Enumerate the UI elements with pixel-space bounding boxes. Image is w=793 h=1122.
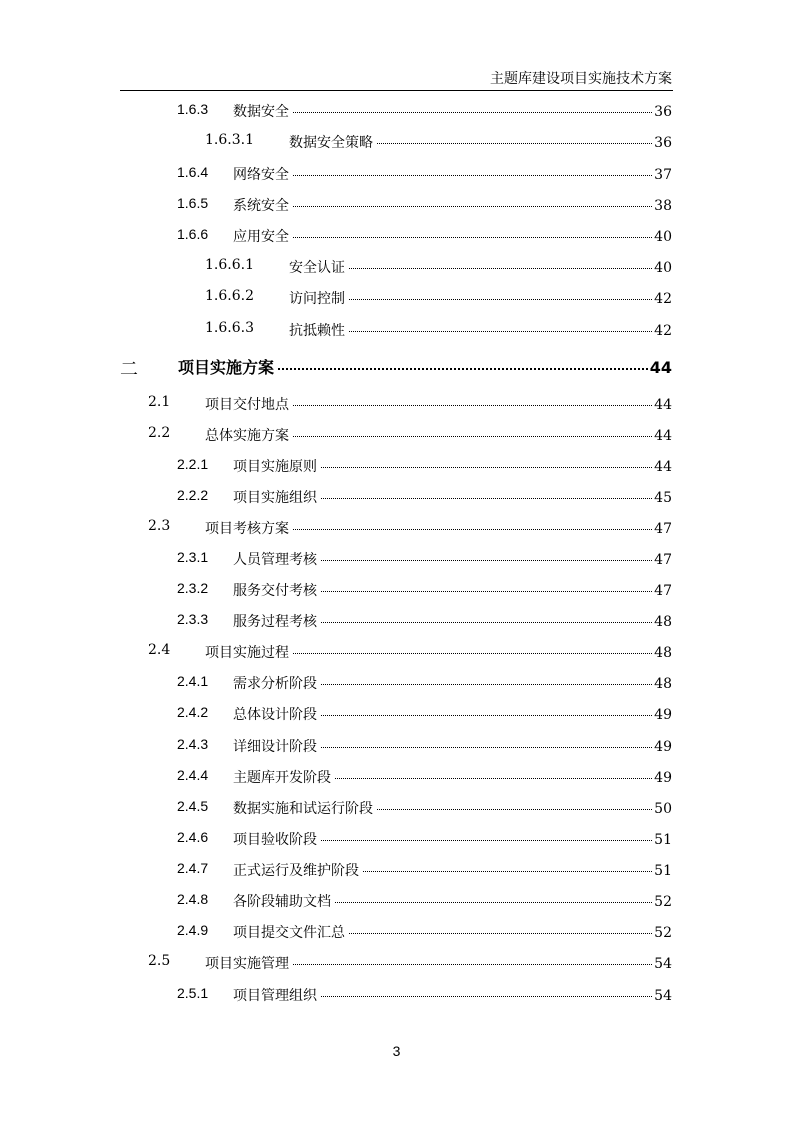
toc-entry[interactable] [0, 518, 793, 538]
dot-leader [349, 933, 652, 934]
toc-entry-title: 系统安全 [233, 198, 289, 214]
toc-entry-title: 总体实施方案 [205, 428, 289, 444]
toc-entry-page: 45 [654, 490, 672, 506]
toc-entry-page: 37 [654, 167, 672, 183]
dot-leader [363, 871, 652, 872]
toc-entry-title: 项目实施方案 [178, 358, 275, 377]
toc-entry-title: 项目实施过程 [205, 645, 289, 661]
toc-entry-page: 48 [654, 614, 672, 630]
toc-entry-number: 2.4.1 [177, 673, 209, 689]
toc-entry-number: 2.3.2 [177, 580, 209, 596]
dot-leader [293, 175, 652, 176]
toc-entry-title: 人员管理考核 [233, 552, 317, 568]
dot-leader [321, 467, 652, 468]
dot-leader [321, 747, 652, 748]
toc-entry-title: 需求分析阶段 [233, 676, 317, 692]
dot-leader [349, 331, 652, 332]
toc-entry-title: 访问控制 [289, 291, 345, 307]
dot-leader [377, 143, 652, 144]
toc-entry-number: 2.4.5 [177, 798, 209, 814]
toc-entry-title: 抗抵赖性 [289, 323, 345, 339]
toc-entry[interactable] [0, 580, 793, 600]
toc-entry-number: 1.6.6.1 [205, 257, 254, 273]
toc-entry-number: 2.4 [148, 642, 171, 658]
toc-entry[interactable] [0, 226, 793, 246]
dot-leader [321, 840, 652, 841]
toc-entry[interactable] [0, 288, 793, 308]
toc-entry-page: 49 [654, 739, 672, 755]
toc-entry-page: 54 [654, 988, 672, 1004]
toc-entry[interactable] [0, 164, 793, 184]
dot-leader [377, 809, 652, 810]
toc-entry[interactable] [0, 736, 793, 756]
toc-entry-title: 安全认证 [289, 260, 345, 276]
toc-entry-page: 49 [654, 770, 672, 786]
toc-entry-number: 1.6.6 [177, 226, 209, 242]
dot-leader [321, 498, 652, 499]
toc-entry-number: 2.4.8 [177, 891, 209, 907]
toc-entry-number: 2.3 [148, 518, 171, 534]
toc-entry-title: 服务交付考核 [233, 583, 317, 599]
toc-entry-title: 项目管理组织 [233, 988, 317, 1004]
dot-leader [335, 778, 652, 779]
dot-leader [349, 268, 652, 269]
toc-entry-page: 48 [654, 645, 672, 661]
dot-leader [293, 206, 652, 207]
toc-entry-title: 详细设计阶段 [233, 739, 317, 755]
toc-entry-number: 1.6.4 [177, 164, 209, 180]
toc-entry[interactable] [0, 456, 793, 476]
toc-entry[interactable] [0, 132, 793, 152]
dot-leader [321, 684, 652, 685]
toc-entry-page: 44 [654, 459, 672, 475]
toc-entry[interactable] [0, 891, 793, 911]
toc-entry-title: 网络安全 [233, 167, 289, 183]
toc-entry-number: 1.6.5 [177, 195, 209, 211]
dot-leader [321, 996, 652, 997]
toc-entry-number: 2.5 [148, 953, 171, 969]
toc-entry-title: 数据安全策略 [289, 135, 373, 151]
page-number: 3 [392, 1043, 401, 1059]
dot-leader [293, 964, 652, 965]
toc-entry-number: 2.4.6 [177, 829, 209, 845]
toc-entry-title: 项目交付地点 [205, 397, 289, 413]
toc-entry-page: 47 [654, 552, 672, 568]
toc-entry-page: 44 [649, 358, 672, 377]
toc-entry[interactable] [0, 487, 793, 507]
toc-entry-page: 49 [654, 707, 672, 723]
toc-entry[interactable] [0, 101, 793, 121]
toc-entry-page: 40 [654, 229, 672, 245]
toc-entry[interactable] [0, 320, 793, 340]
toc-entry-title: 总体设计阶段 [233, 707, 317, 723]
toc-entry-number: 2.3.3 [177, 611, 209, 627]
toc-entry-number: 2.4.4 [177, 767, 209, 783]
toc-entry-title: 项目实施管理 [205, 956, 289, 972]
toc-entry[interactable] [0, 642, 793, 662]
dot-leader [278, 368, 648, 370]
dot-leader [321, 715, 652, 716]
toc-entry-number: 2.4.7 [177, 860, 209, 876]
toc-entry[interactable] [0, 355, 793, 380]
toc-entry[interactable] [0, 673, 793, 693]
toc-entry-number: 2.2.2 [177, 487, 209, 503]
dot-leader [321, 591, 652, 592]
toc-entry-title: 项目考核方案 [205, 521, 289, 537]
toc-entry-number: 1.6.3.1 [205, 132, 254, 148]
dot-leader [293, 405, 652, 406]
toc-entry[interactable] [0, 394, 793, 414]
toc-entry-number: 2.4.9 [177, 922, 209, 938]
toc-entry-number: 2.5.1 [177, 985, 209, 1001]
toc-entry-number: 2.2.1 [177, 456, 209, 472]
toc-entry-title: 主题库开发阶段 [233, 770, 331, 786]
toc-entry-page: 44 [654, 397, 672, 413]
toc-entry[interactable] [0, 953, 793, 973]
toc-entry-number: 2.2 [148, 425, 171, 441]
toc-entry-page: 51 [654, 832, 672, 848]
toc-entry-number: 1.6.6.2 [205, 288, 254, 304]
toc-entry-page: 42 [654, 323, 672, 339]
toc-entry[interactable] [0, 798, 793, 818]
dot-leader [321, 560, 652, 561]
toc-entry-page: 50 [654, 801, 672, 817]
toc-entry[interactable] [0, 985, 793, 1005]
toc-entry-page: 52 [654, 925, 672, 941]
toc-entry-page: 51 [654, 863, 672, 879]
dot-leader [321, 622, 652, 623]
toc-entry-page: 44 [654, 428, 672, 444]
toc-entry-page: 47 [654, 583, 672, 599]
dot-leader [293, 436, 652, 437]
toc-entry-page: 36 [654, 135, 672, 151]
toc-entry-page: 40 [654, 260, 672, 276]
toc-entry-title: 数据实施和试运行阶段 [233, 801, 373, 817]
toc-entry-page: 47 [654, 521, 672, 537]
toc-entry[interactable] [0, 611, 793, 631]
toc-entry-title: 各阶段辅助文档 [233, 894, 331, 910]
dot-leader [293, 112, 652, 113]
toc-entry-page: 52 [654, 894, 672, 910]
toc-entry[interactable] [0, 860, 793, 880]
toc-entry-page: 48 [654, 676, 672, 692]
toc-entry-number: 二 [120, 359, 138, 380]
toc-entry-title: 应用安全 [233, 229, 289, 245]
toc-entry-number: 2.3.1 [177, 549, 209, 565]
toc-entry-title: 项目提交文件汇总 [233, 925, 345, 941]
dot-leader [349, 299, 652, 300]
toc-entry-title: 项目验收阶段 [233, 832, 317, 848]
toc-entry[interactable] [0, 549, 793, 569]
toc-entry[interactable] [0, 829, 793, 849]
toc-entry-number: 1.6.6.3 [205, 320, 254, 336]
toc-entry-number: 2.4.3 [177, 736, 209, 752]
toc-entry-page: 36 [654, 104, 672, 120]
dot-leader [335, 902, 652, 903]
toc-entry-page: 54 [654, 956, 672, 972]
dot-leader [293, 237, 652, 238]
toc-entry-title: 数据安全 [233, 104, 289, 120]
toc-entry-number: 2.1 [148, 394, 171, 410]
dot-leader [293, 529, 652, 530]
toc-entry-page: 42 [654, 291, 672, 307]
toc-entry-number: 2.4.2 [177, 704, 209, 720]
toc-entry[interactable] [0, 922, 793, 942]
toc-entry-title: 项目实施组织 [233, 490, 317, 506]
toc-entry-page: 38 [654, 198, 672, 214]
toc-entry[interactable] [0, 704, 793, 724]
toc-entry-title: 项目实施原则 [233, 459, 317, 475]
toc-entry-title: 正式运行及维护阶段 [233, 863, 359, 879]
toc-entry[interactable] [0, 767, 793, 787]
toc-entry-title: 服务过程考核 [233, 614, 317, 630]
toc-entry[interactable] [0, 195, 793, 215]
toc-entry-number: 1.6.3 [177, 101, 209, 117]
dot-leader [293, 653, 652, 654]
page-header-title: 主题库建设项目实施技术方案 [490, 71, 672, 87]
toc-entry[interactable] [0, 257, 793, 277]
toc-entry[interactable] [0, 425, 793, 445]
